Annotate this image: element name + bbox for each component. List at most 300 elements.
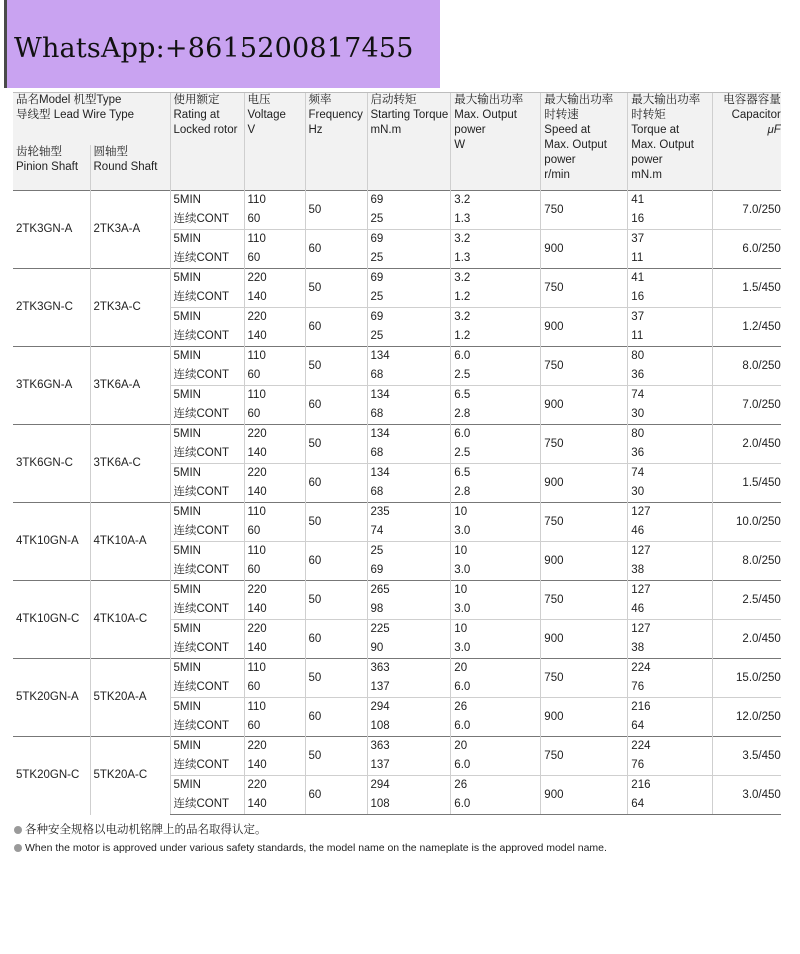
cell-line: 110 bbox=[247, 233, 266, 245]
cell-rating bbox=[170, 386, 244, 425]
cell-line: 5MIN bbox=[173, 272, 201, 284]
cell-line: 26 bbox=[454, 779, 468, 791]
cell-rating bbox=[170, 464, 244, 503]
cell-line: 80 bbox=[631, 428, 645, 440]
cell-line: 37 bbox=[631, 311, 645, 323]
cell-line: 224 bbox=[631, 662, 651, 674]
cell-line: 10 bbox=[454, 506, 468, 518]
cell-line: 108 bbox=[370, 720, 390, 732]
cell-torque-max bbox=[628, 542, 713, 581]
cell-freq: 50 bbox=[305, 269, 367, 308]
cell-line: 98 bbox=[370, 603, 384, 615]
cell-line: 140 bbox=[247, 330, 267, 342]
cell-line: 74 bbox=[631, 467, 645, 479]
cell-line: 3.0 bbox=[454, 603, 471, 615]
header-max-power: 最大输出功率 Max. Output power W bbox=[451, 93, 541, 191]
cell-rating bbox=[170, 659, 244, 698]
cell-line: 25 bbox=[370, 330, 384, 342]
cell-line: 90 bbox=[370, 642, 384, 654]
footnotes bbox=[14, 821, 607, 857]
cell-line: 36 bbox=[631, 369, 645, 381]
pinion-model: 4TK10GN-A bbox=[13, 503, 90, 581]
cell-cap: 3.5/450 bbox=[713, 737, 781, 776]
cell-line: 68 bbox=[370, 408, 384, 420]
cell-line: 3.0 bbox=[454, 564, 471, 576]
cell-power bbox=[451, 581, 541, 620]
cell-line: 38 bbox=[631, 642, 645, 654]
cell-voltage bbox=[244, 308, 305, 347]
cell-torque-max bbox=[628, 308, 713, 347]
table-row bbox=[13, 737, 781, 776]
cell-line: 5MIN bbox=[173, 428, 201, 440]
cell-line: 连续CONT bbox=[173, 486, 230, 498]
cell-torque-max bbox=[628, 659, 713, 698]
cell-freq: 60 bbox=[305, 464, 367, 503]
cell-cap: 10.0/250 bbox=[713, 503, 781, 542]
round-model: 3TK6A-C bbox=[90, 425, 170, 503]
cell-speed: 900 bbox=[541, 542, 628, 581]
table-row bbox=[13, 425, 781, 464]
pinion-model: 2TK3GN-A bbox=[13, 191, 90, 269]
cell-line: 69 bbox=[370, 233, 384, 245]
header-starting-torque: 启动转矩 Starting Torque mN.m bbox=[367, 93, 451, 191]
cell-power bbox=[451, 776, 541, 815]
cell-line: 363 bbox=[370, 740, 390, 752]
cell-line: 220 bbox=[247, 779, 267, 791]
cell-speed: 750 bbox=[541, 581, 628, 620]
cell-freq: 50 bbox=[305, 581, 367, 620]
cell-line: 41 bbox=[631, 194, 645, 206]
cell-rating bbox=[170, 581, 244, 620]
cell-rating bbox=[170, 347, 244, 386]
cell-power bbox=[451, 698, 541, 737]
cell-line: 连续CONT bbox=[173, 213, 230, 225]
cell-speed: 900 bbox=[541, 698, 628, 737]
cell-line: 60 bbox=[247, 720, 261, 732]
cell-cap: 12.0/250 bbox=[713, 698, 781, 737]
cell-freq: 50 bbox=[305, 503, 367, 542]
cell-voltage bbox=[244, 659, 305, 698]
cell-line: 5MIN bbox=[173, 545, 201, 557]
cell-line: 69 bbox=[370, 564, 384, 576]
cell-line: 68 bbox=[370, 486, 384, 498]
round-model: 2TK3A-A bbox=[90, 191, 170, 269]
cell-cap: 1.5/450 bbox=[713, 464, 781, 503]
cell-line: 30 bbox=[631, 486, 645, 498]
cell-line: 265 bbox=[370, 584, 390, 596]
round-model: 2TK3A-C bbox=[90, 269, 170, 347]
cell-cap: 15.0/250 bbox=[713, 659, 781, 698]
cell-line: 10 bbox=[454, 584, 468, 596]
cell-power bbox=[451, 191, 541, 230]
cell-line: 10 bbox=[454, 623, 468, 635]
cell-power bbox=[451, 737, 541, 776]
cell-rating bbox=[170, 620, 244, 659]
cell-line: 16 bbox=[631, 213, 645, 225]
cell-torque bbox=[367, 698, 451, 737]
cell-speed: 750 bbox=[541, 425, 628, 464]
round-model: 4TK10A-C bbox=[90, 581, 170, 659]
cell-line: 137 bbox=[370, 759, 390, 771]
cell-line: 140 bbox=[247, 486, 267, 498]
cell-rating bbox=[170, 698, 244, 737]
cell-cap: 3.0/450 bbox=[713, 776, 781, 815]
cell-line: 连续CONT bbox=[173, 369, 230, 381]
cell-line: 5MIN bbox=[173, 233, 201, 245]
cell-line: 30 bbox=[631, 408, 645, 420]
cell-line: 5MIN bbox=[173, 467, 201, 479]
table-row bbox=[13, 659, 781, 698]
cell-line: 140 bbox=[247, 603, 267, 615]
cell-power bbox=[451, 269, 541, 308]
cell-power bbox=[451, 503, 541, 542]
cell-speed: 900 bbox=[541, 308, 628, 347]
cell-cap: 6.0/250 bbox=[713, 230, 781, 269]
cell-torque-max bbox=[628, 269, 713, 308]
pinion-model: 3TK6GN-C bbox=[13, 425, 90, 503]
cell-line: 3.2 bbox=[454, 233, 471, 245]
cell-line: 6.0 bbox=[454, 759, 471, 771]
cell-line: 37 bbox=[631, 233, 645, 245]
cell-line: 110 bbox=[247, 701, 266, 713]
cell-line: 76 bbox=[631, 681, 645, 693]
cell-line: 127 bbox=[631, 584, 651, 596]
cell-rating bbox=[170, 269, 244, 308]
cell-line: 3.0 bbox=[454, 642, 471, 654]
cell-freq: 60 bbox=[305, 542, 367, 581]
cell-line: 69 bbox=[370, 272, 384, 284]
header-model: 品名Model 机型Type 导线型 Lead Wire Type bbox=[13, 93, 170, 146]
cell-cap: 7.0/250 bbox=[713, 191, 781, 230]
cell-torque bbox=[367, 503, 451, 542]
cell-line: 连续CONT bbox=[173, 720, 230, 732]
cell-torque bbox=[367, 425, 451, 464]
cell-power bbox=[451, 308, 541, 347]
cell-voltage bbox=[244, 776, 305, 815]
round-model: 3TK6A-A bbox=[90, 347, 170, 425]
cell-torque bbox=[367, 737, 451, 776]
cell-line: 20 bbox=[454, 662, 468, 674]
cell-freq: 60 bbox=[305, 386, 367, 425]
cell-torque bbox=[367, 776, 451, 815]
cell-line: 5MIN bbox=[173, 506, 201, 518]
header-rating: 使用额定 Rating at Locked rotor bbox=[170, 93, 244, 191]
cell-line: 2.5 bbox=[454, 447, 471, 459]
cell-power bbox=[451, 542, 541, 581]
cell-line: 11 bbox=[631, 252, 644, 264]
cell-line: 1.3 bbox=[454, 213, 471, 225]
cell-line: 连续CONT bbox=[173, 447, 230, 459]
cell-cap: 2.0/450 bbox=[713, 425, 781, 464]
cell-line: 36 bbox=[631, 447, 645, 459]
cell-line: 连续CONT bbox=[173, 252, 230, 264]
cell-speed: 750 bbox=[541, 269, 628, 308]
cell-line: 25 bbox=[370, 291, 384, 303]
cell-torque bbox=[367, 308, 451, 347]
cell-torque bbox=[367, 347, 451, 386]
cell-line: 5MIN bbox=[173, 623, 201, 635]
cell-line: 137 bbox=[370, 681, 390, 693]
cell-line: 连续CONT bbox=[173, 681, 230, 693]
bullet-icon bbox=[14, 844, 22, 852]
table-row bbox=[13, 191, 781, 230]
cell-line: 74 bbox=[631, 389, 645, 401]
cell-speed: 750 bbox=[541, 347, 628, 386]
cell-rating bbox=[170, 776, 244, 815]
cell-rating bbox=[170, 542, 244, 581]
cell-cap: 1.2/450 bbox=[713, 308, 781, 347]
cell-voltage bbox=[244, 737, 305, 776]
cell-speed: 900 bbox=[541, 230, 628, 269]
cell-freq: 60 bbox=[305, 308, 367, 347]
cell-line: 60 bbox=[247, 408, 261, 420]
cell-torque bbox=[367, 230, 451, 269]
cell-freq: 50 bbox=[305, 737, 367, 776]
cell-line: 5MIN bbox=[173, 350, 201, 362]
cell-line: 60 bbox=[247, 369, 261, 381]
cell-line: 294 bbox=[370, 779, 390, 791]
cell-line: 69 bbox=[370, 194, 384, 206]
cell-speed: 900 bbox=[541, 620, 628, 659]
cell-voltage bbox=[244, 581, 305, 620]
cell-line: 10 bbox=[454, 545, 468, 557]
footnote-en: When the motor is approved under various safety standards, the model name on the nameplate is the approved model name. bbox=[14, 839, 607, 857]
pinion-model: 2TK3GN-C bbox=[13, 269, 90, 347]
cell-line: 5MIN bbox=[173, 311, 201, 323]
header-frequency: 频率 Frequency Hz bbox=[305, 93, 367, 191]
cell-speed: 750 bbox=[541, 737, 628, 776]
cell-line: 连续CONT bbox=[173, 408, 230, 420]
cell-line: 3.2 bbox=[454, 194, 471, 206]
cell-line: 5MIN bbox=[173, 389, 201, 401]
cell-torque-max bbox=[628, 464, 713, 503]
cell-line: 6.5 bbox=[454, 389, 471, 401]
cell-torque bbox=[367, 269, 451, 308]
pinion-model: 5TK20GN-C bbox=[13, 737, 90, 815]
table-row bbox=[13, 503, 781, 542]
cell-rating bbox=[170, 503, 244, 542]
cell-line: 68 bbox=[370, 369, 384, 381]
cell-rating bbox=[170, 230, 244, 269]
cell-cap: 2.0/450 bbox=[713, 620, 781, 659]
cell-torque bbox=[367, 581, 451, 620]
cell-freq: 60 bbox=[305, 698, 367, 737]
cell-line: 1.2 bbox=[454, 291, 471, 303]
cell-rating bbox=[170, 425, 244, 464]
bullet-icon bbox=[14, 826, 22, 834]
cell-voltage bbox=[244, 464, 305, 503]
cell-freq: 60 bbox=[305, 230, 367, 269]
header-capacitor: 电容器容量 Capacitor μF bbox=[713, 93, 781, 191]
cell-line: 6.0 bbox=[454, 798, 471, 810]
cell-line: 363 bbox=[370, 662, 390, 674]
cell-line: 2.8 bbox=[454, 408, 471, 420]
cell-line: 连续CONT bbox=[173, 564, 230, 576]
cell-speed: 750 bbox=[541, 191, 628, 230]
cell-line: 60 bbox=[247, 564, 261, 576]
cell-line: 140 bbox=[247, 447, 267, 459]
cell-line: 5MIN bbox=[173, 194, 201, 206]
cell-line: 220 bbox=[247, 467, 267, 479]
cell-line: 127 bbox=[631, 506, 651, 518]
cell-torque bbox=[367, 464, 451, 503]
cell-line: 6.0 bbox=[454, 350, 471, 362]
cell-cap: 2.5/450 bbox=[713, 581, 781, 620]
pinion-model: 3TK6GN-A bbox=[13, 347, 90, 425]
cell-line: 6.0 bbox=[454, 681, 471, 693]
cell-line: 108 bbox=[370, 798, 390, 810]
cell-torque-max bbox=[628, 581, 713, 620]
cell-line: 46 bbox=[631, 525, 645, 537]
cell-torque-max bbox=[628, 737, 713, 776]
cell-torque bbox=[367, 620, 451, 659]
cell-rating bbox=[170, 308, 244, 347]
cell-cap: 7.0/250 bbox=[713, 386, 781, 425]
cell-cap: 8.0/250 bbox=[713, 542, 781, 581]
pinion-model: 4TK10GN-C bbox=[13, 581, 90, 659]
cell-line: 20 bbox=[454, 740, 468, 752]
cell-line: 69 bbox=[370, 311, 384, 323]
cell-torque-max bbox=[628, 347, 713, 386]
cell-line: 2.5 bbox=[454, 369, 471, 381]
cell-line: 134 bbox=[370, 350, 390, 362]
cell-line: 140 bbox=[247, 642, 267, 654]
cell-line: 110 bbox=[247, 506, 266, 518]
cell-line: 6.0 bbox=[454, 428, 471, 440]
cell-line: 127 bbox=[631, 545, 651, 557]
cell-cap: 8.0/250 bbox=[713, 347, 781, 386]
cell-line: 连续CONT bbox=[173, 330, 230, 342]
cell-torque-max bbox=[628, 776, 713, 815]
cell-power bbox=[451, 659, 541, 698]
cell-line: 3.2 bbox=[454, 272, 471, 284]
cell-line: 60 bbox=[247, 213, 261, 225]
whatsapp-contact-text: WhatsApp:+8615200817455 bbox=[14, 33, 414, 64]
cell-rating bbox=[170, 737, 244, 776]
cell-torque-max bbox=[628, 386, 713, 425]
cell-voltage bbox=[244, 269, 305, 308]
cell-line: 5MIN bbox=[173, 779, 201, 791]
cell-voltage bbox=[244, 542, 305, 581]
cell-speed: 900 bbox=[541, 776, 628, 815]
table-row bbox=[13, 581, 781, 620]
table-row bbox=[13, 347, 781, 386]
cell-line: 6.5 bbox=[454, 467, 471, 479]
cell-line: 216 bbox=[631, 701, 651, 713]
cell-power bbox=[451, 425, 541, 464]
header-round-shaft: 圆轴型 Round Shaft bbox=[90, 145, 170, 191]
cell-line: 220 bbox=[247, 623, 267, 635]
cell-power bbox=[451, 347, 541, 386]
cell-line: 5MIN bbox=[173, 662, 201, 674]
cell-torque-max bbox=[628, 425, 713, 464]
cell-line: 224 bbox=[631, 740, 651, 752]
cell-voltage bbox=[244, 503, 305, 542]
cell-line: 110 bbox=[247, 350, 266, 362]
header-torque-at-max: 最大输出功率 时转矩 Torque at Max. Output power mN.m bbox=[628, 93, 713, 191]
cell-line: 110 bbox=[247, 389, 266, 401]
cell-line: 140 bbox=[247, 291, 267, 303]
cell-line: 140 bbox=[247, 798, 267, 810]
header-voltage: 电压 Voltage V bbox=[244, 93, 305, 191]
cell-line: 140 bbox=[247, 759, 267, 771]
cell-line: 134 bbox=[370, 389, 390, 401]
round-model: 5TK20A-C bbox=[90, 737, 170, 815]
cell-line: 74 bbox=[370, 525, 384, 537]
cell-line: 46 bbox=[631, 603, 645, 615]
cell-line: 16 bbox=[631, 291, 645, 303]
cell-line: 25 bbox=[370, 545, 384, 557]
cell-line: 110 bbox=[247, 662, 266, 674]
cell-line: 1.3 bbox=[454, 252, 471, 264]
cell-line: 64 bbox=[631, 720, 645, 732]
cell-line: 连续CONT bbox=[173, 759, 230, 771]
footnote-cn: 各种安全规格以电动机铭牌上的品名取得认定。 bbox=[14, 821, 607, 839]
cell-freq: 50 bbox=[305, 659, 367, 698]
cell-line: 3.0 bbox=[454, 525, 471, 537]
cell-line: 220 bbox=[247, 584, 267, 596]
cell-line: 64 bbox=[631, 798, 645, 810]
cell-torque bbox=[367, 386, 451, 425]
cell-line: 225 bbox=[370, 623, 390, 635]
round-model: 4TK10A-A bbox=[90, 503, 170, 581]
cell-line: 3.2 bbox=[454, 311, 471, 323]
cell-line: 110 bbox=[247, 194, 266, 206]
round-model: 5TK20A-A bbox=[90, 659, 170, 737]
cell-line: 80 bbox=[631, 350, 645, 362]
cell-torque-max bbox=[628, 503, 713, 542]
header-row-top bbox=[13, 93, 781, 146]
cell-line: 134 bbox=[370, 467, 390, 479]
pinion-model: 5TK20GN-A bbox=[13, 659, 90, 737]
cell-line: 26 bbox=[454, 701, 468, 713]
cell-line: 41 bbox=[631, 272, 645, 284]
cell-line: 25 bbox=[370, 213, 384, 225]
cell-line: 5MIN bbox=[173, 740, 201, 752]
cell-line: 68 bbox=[370, 447, 384, 459]
cell-voltage bbox=[244, 425, 305, 464]
cell-torque-max bbox=[628, 191, 713, 230]
cell-line: 60 bbox=[247, 681, 261, 693]
cell-torque bbox=[367, 191, 451, 230]
cell-speed: 900 bbox=[541, 386, 628, 425]
cell-torque-max bbox=[628, 698, 713, 737]
cell-freq: 60 bbox=[305, 776, 367, 815]
cell-line: 220 bbox=[247, 740, 267, 752]
banner-edge bbox=[4, 0, 7, 88]
cell-line: 2.8 bbox=[454, 486, 471, 498]
table-row bbox=[13, 269, 781, 308]
cell-power bbox=[451, 464, 541, 503]
cell-rating bbox=[170, 191, 244, 230]
cell-line: 6.0 bbox=[454, 720, 471, 732]
cell-line: 连续CONT bbox=[173, 525, 230, 537]
cell-line: 连续CONT bbox=[173, 291, 230, 303]
cell-line: 235 bbox=[370, 506, 390, 518]
header-pinion-shaft: 齿轮轴型 Pinion Shaft bbox=[13, 145, 90, 191]
cell-freq: 60 bbox=[305, 620, 367, 659]
cell-line: 216 bbox=[631, 779, 651, 791]
cell-line: 60 bbox=[247, 252, 261, 264]
cell-line: 11 bbox=[631, 330, 644, 342]
cell-voltage bbox=[244, 698, 305, 737]
cell-line: 76 bbox=[631, 759, 645, 771]
cell-line: 连续CONT bbox=[173, 603, 230, 615]
cell-speed: 750 bbox=[541, 503, 628, 542]
cell-line: 294 bbox=[370, 701, 390, 713]
cell-speed: 750 bbox=[541, 659, 628, 698]
cell-line: 220 bbox=[247, 428, 267, 440]
